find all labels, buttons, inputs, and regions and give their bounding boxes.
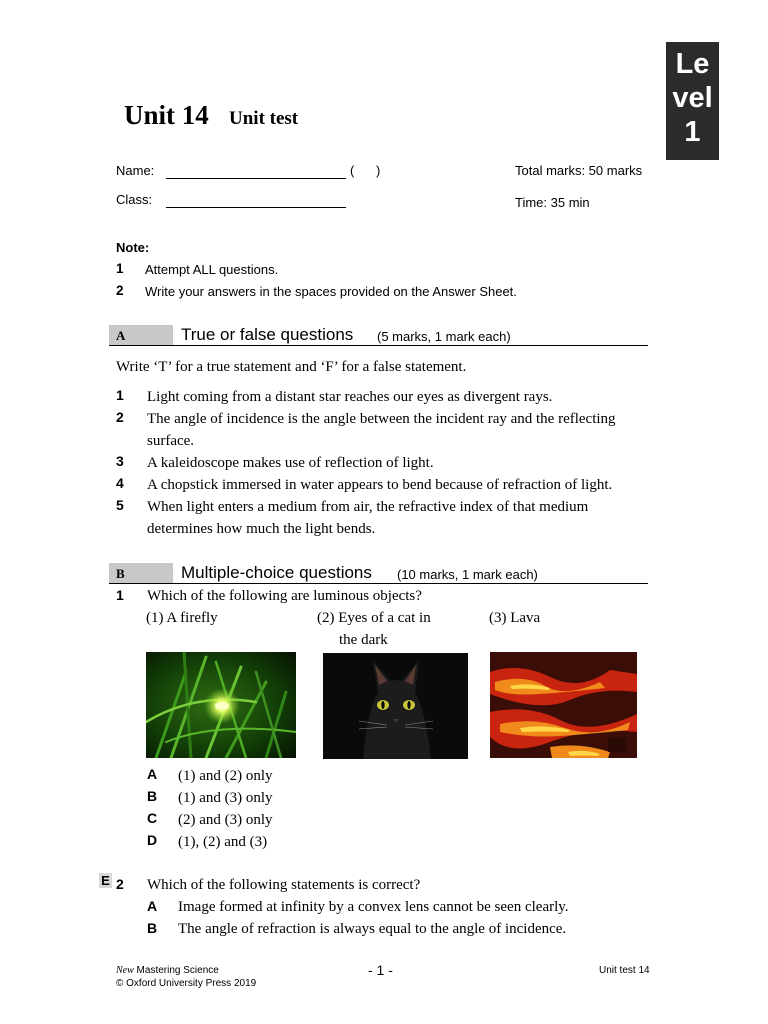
section-a-header [109,325,648,346]
section-b-title: Multiple-choice questions [181,563,372,582]
class-number-bracket: ( ) [350,163,381,178]
note-item-text: Attempt ALL questions. [145,262,279,277]
option-text: Image formed at infinity by a convex lens cannot be seen clearly. [178,899,569,915]
question-text: A kaleidoscope makes use of reflection of light. [147,455,434,471]
level-tab-line: 1 [684,116,701,148]
item-label: (3) Lava [489,610,541,626]
option-letter: C [147,810,158,826]
level-marker-badge: E [99,873,112,888]
level-tab-line: vel [672,82,713,114]
section-a-letter: A [109,325,173,345]
unit-title: Unit 14 [124,100,209,130]
option-letter: A [147,766,158,782]
firefly-photo [146,652,296,758]
question-text: Light coming from a distant star reaches our eyes as divergent rays. [147,389,553,405]
section-b-marks: (10 marks, 1 mark each) [397,567,538,582]
question-text: The angle of incidence is the angle between the incident ray and the reflecting [147,411,616,427]
section-a-marks: (5 marks, 1 mark each) [377,329,511,344]
footer-copyright: © Oxford University Press 2019 [116,978,257,989]
item-label: (1) A firefly [146,610,218,626]
page-number: - 1 - [368,962,393,978]
question-number: 1 [116,387,124,403]
note-item-number: 2 [116,283,124,298]
black-cat-photo [323,653,468,759]
section-b-letter: B [109,563,173,583]
question-text: A chopstick immersed in water appears to bend because of refraction of light. [147,477,613,493]
note-item-text: Write your answers in the spaces provided on the Answer Sheet. [145,284,517,299]
option-letter: B [147,920,158,936]
total-marks: Total marks: 50 marks [515,163,643,178]
option-text: (1) and (2) only [178,768,273,784]
question-number: 2 [116,409,124,425]
question-text: When light enters a medium from air, the refractive index of that medium [147,499,589,515]
question-number: 4 [116,475,124,491]
note-item-number: 1 [116,261,124,276]
footer-book-title [116,965,219,976]
name-label: Name: [116,163,155,178]
option-text: (1), (2) and (3) [178,834,268,850]
option-text: The angle of refraction is always equal to the angle of incidence. [178,921,567,937]
footer-book-rest: Mastering Science [133,965,219,976]
class-field[interactable] [166,193,346,208]
question-text: determines how much the light bends. [147,521,376,537]
option-text: (2) and (3) only [178,812,273,828]
section-b-header [109,563,648,584]
item-label: the dark [339,632,388,648]
unit-subtitle: Unit test [229,108,299,129]
item-label: (2) Eyes of a cat in [317,610,431,626]
name-field[interactable] [166,164,346,179]
option-letter: A [147,898,158,914]
section-a-instruction: Write ‘T’ for a true statement and ‘F’ for a false statement. [116,359,467,375]
section-a-title: True or false questions [181,325,354,344]
option-text: (1) and (3) only [178,790,273,806]
level-tab [666,42,719,160]
option-letter: B [147,788,158,804]
level-tab-line: Le [675,48,710,80]
question-text: Which of the following statements is correct? [147,877,421,893]
footer-unit-label: Unit test 14 [599,965,650,976]
option-letter: D [147,832,158,848]
question-number: 3 [116,453,124,469]
question-text: Which of the following are luminous objects? [147,588,422,604]
note-heading: Note: [116,240,150,255]
question-number: 2 [116,876,124,892]
question-number: 1 [116,587,124,603]
question-text: surface. [147,433,195,449]
question-number: 5 [116,497,124,513]
class-label: Class: [116,192,153,207]
footer-book-italic: New [116,965,134,976]
time-allowed: Time: 35 min [515,195,590,210]
lava-photo [490,652,637,758]
